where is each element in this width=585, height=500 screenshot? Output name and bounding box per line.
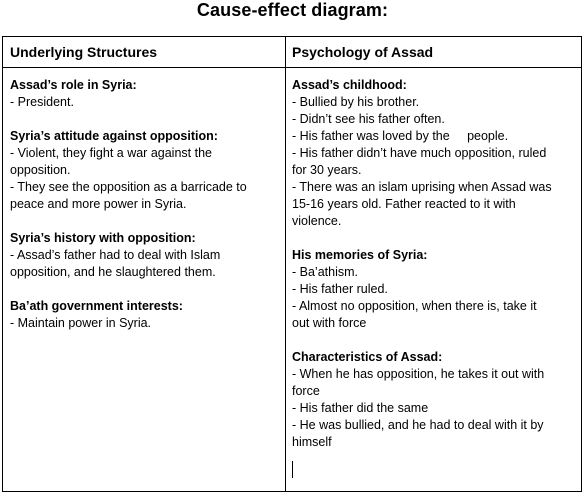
section-assads-role	[10, 77, 278, 111]
underlying-structures-cell[interactable]	[10, 77, 278, 349]
bullet-line: for 30 years.	[292, 163, 362, 177]
bullet-line: opposition.	[10, 163, 71, 177]
document-title: Cause-effect diagram:	[196, 0, 389, 20]
section-title: Characteristics of Assad:	[292, 350, 443, 364]
bullet-line: - Violent, they fight a war against the	[10, 146, 212, 160]
bullet-line: violence.	[292, 214, 342, 228]
bullet-line: himself	[292, 435, 332, 449]
section-syria-history	[10, 230, 278, 281]
bullet-line: force	[292, 384, 320, 398]
bullet-line: - When he has opposition, he takes it out with	[292, 367, 545, 381]
bullet-line: - They see the opposition as a barricade to	[10, 180, 247, 194]
section-baath-interests	[10, 298, 278, 332]
bullet-line: - Assad’s father had to deal with Islam	[10, 248, 221, 262]
bullet-line: - Ba’athism.	[292, 265, 358, 279]
section-memories-of-syria	[292, 247, 574, 332]
bullet-line: opposition, and he slaughtered them.	[10, 265, 216, 279]
bullet-line: - He was bullied, and he had to deal with it by	[292, 418, 544, 432]
column-header-psychology-of-assad: Psychology of Assad	[292, 44, 434, 60]
section-title: Syria’s history with opposition:	[10, 231, 196, 245]
bullet-line: 15-16 years old. Father reacted to it with	[292, 197, 516, 211]
bullet-line: out with force	[292, 316, 367, 330]
section-syria-attitude	[10, 128, 278, 213]
section-title: Assad’s childhood:	[292, 78, 407, 92]
cause-effect-table	[2, 36, 582, 492]
psychology-of-assad-cell[interactable]	[292, 77, 574, 500]
bullet-line: - There was an islam uprising when Assad was	[292, 180, 552, 194]
section-characteristics-of-assad	[292, 349, 574, 483]
bullet-line: peace and more power in Syria.	[10, 197, 187, 211]
bullet-line: - Didn’t see his father often.	[292, 112, 445, 126]
column-divider	[285, 37, 286, 491]
bullet-line: - His father did the same	[292, 401, 429, 415]
section-title: Syria’s attitude against opposition:	[10, 129, 218, 143]
section-title: Ba’ath government interests:	[10, 299, 183, 313]
bullet-line: - President.	[10, 95, 74, 109]
section-title: His memories of Syria:	[292, 248, 428, 262]
bullet-line: - His father ruled.	[292, 282, 388, 296]
section-assads-childhood	[292, 77, 574, 230]
text-cursor	[292, 461, 293, 478]
section-title: Assad’s role in Syria:	[10, 78, 137, 92]
bullet-line: - Almost no opposition, when there is, take it	[292, 299, 537, 313]
bullet-line: - Bullied by his brother.	[292, 95, 420, 109]
bullet-line: - His father didn’t have much opposition, ruled	[292, 146, 547, 160]
bullet-line: - Maintain power in Syria.	[10, 316, 152, 330]
bullet-line: - His father was loved by the people.	[292, 129, 509, 143]
column-header-underlying-structures: Underlying Structures	[10, 44, 158, 60]
